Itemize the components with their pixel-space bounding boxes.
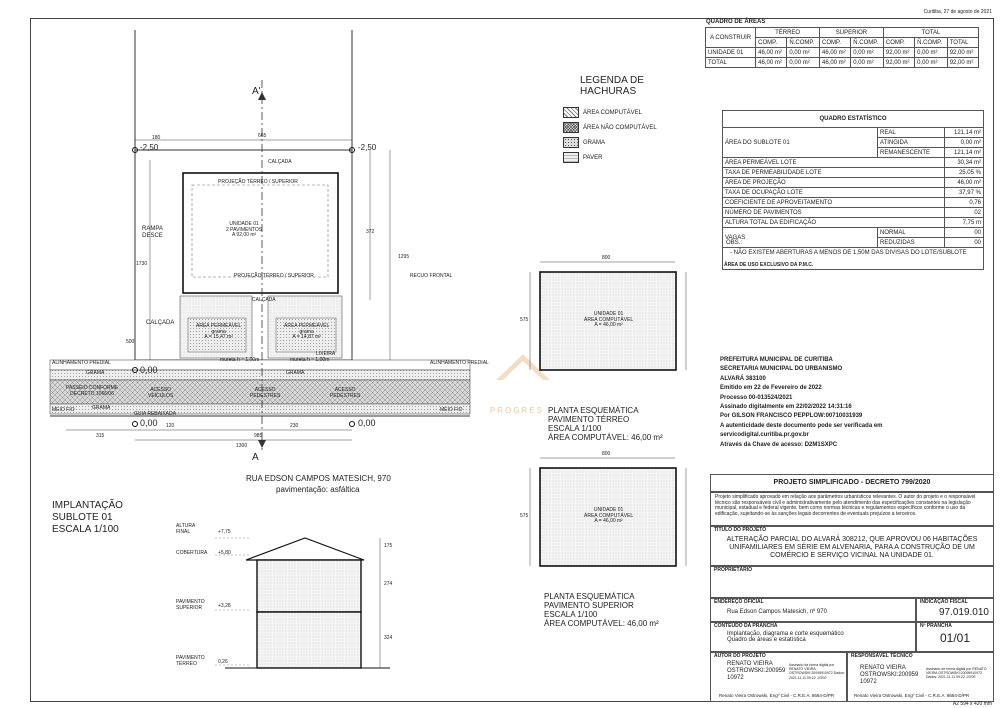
table-row: ÁREA DE PROJEÇÃO 46,00 m² [723,178,984,188]
alinhamento-right: ALINHAMENTO PREDIAL [430,360,489,366]
perm1-label: ÁREA PERMEÁVEL grama A = 15,47 m² [196,323,242,340]
corte-cobertura: COBERTURA [176,550,208,556]
conteudo-cell: CONTEÚDO DA PRANCHA Implantação, diagrama e corte esquemático Quadro de áreas e estatística [710,622,916,652]
pt-dim-h: 575 [520,317,529,323]
passeio-label: PASSEIO CONFORME DECRETO 1066/06 [66,385,119,397]
dim-1730: 1730 [136,261,148,267]
calcada-top: CALÇADA [268,159,292,165]
obs-text: - NÃO EXISTEM ABERTURAS A MENOS DE 1,50M DAS DIVISAS DO LOTE/SUBLOTE [730,250,967,256]
mureta-1: mureta h = 1,00m [220,357,260,363]
indicacao-cell: INDICAÇÃO FISCAL 97.019.010 [916,598,994,622]
quadro-areas-table: A CONSTRUIR TÉRREO SUPERIOR TOTAL COMP. Ñ.COMP. COMP. Ñ.COMP. COMP. Ñ.COMP. TOTAL UNIDADE 01 46,00 m² 0,00 m² 46,00 m² 0,00 m² 92,00 m² 0,00 m² 92,00 m² TOTAL 46,00 m² 0,00 m² 46,00 m² 0,00 m² 92,00 m² 0,00 m² 92,00 m² [705,27,979,68]
level-000-left: 0,00 [140,418,158,428]
list-item: GRAMA [563,136,657,151]
proprietario-cell: PROPRIETÁRIO [710,566,994,598]
list-item: PAVER [563,151,657,166]
dim-230: 230 [290,423,299,429]
list-item: ÁREA COMPUTÁVEL [563,106,657,121]
table-row: UNIDADE 01 46,00 m² 0,00 m² 46,00 m² 0,00 m² 92,00 m² 0,00 m² 92,00 m² [706,48,979,58]
grama-label-2: GRAMA [286,370,305,376]
recuo-label: RECUO FRONTAL [410,273,453,279]
table-row: TOTAL 46,00 m² 0,00 m² 46,00 m² 0,00 m² 92,00 m² 0,00 m² 92,00 m² [706,58,979,68]
acesso-veiculos: ACESSO VEÍCULOS [148,387,174,399]
level-000-top: 0,00 [140,365,158,375]
unidade-label: UNIDADE 01 2 PAVIMENTOS A 92,00 m² [226,221,263,238]
pt-dim-w: 800 [602,255,611,261]
corte-pav-ter: PAVIMENTO TÉRREO [176,655,205,667]
table-row: NÚMERO DE PAVIMENTOS 02 [723,208,984,218]
level-000-right: 0,00 [358,418,376,428]
table-row: ÁREA PERMEÁVEL LOTE 30,34 m² [723,158,984,168]
corte-d1: 175 [384,543,393,549]
ps-unidade: UNIDADE 01 ÁREA COMPUTÁVEL A = 46,00 m² [584,507,634,524]
table-row: ALTURA TOTAL DA EDIFICAÇÃO 7,75 m [723,218,984,228]
dim-1295: 1295 [398,254,410,260]
ps-title: PLANTA ESQUEMÁTICA PAVIMENTO SUPERIOR ESCALA 1/100 ÁREA COMPUTÁVEL: 46,00 m² [544,592,659,628]
dim-500: 500 [126,339,135,345]
implantacao-title: IMPLANTAÇÃO SUBLOTE 01 ESCALA 1/100 [52,500,123,535]
level-left: -2,50 [140,143,159,152]
alvara-stamp: PREFEITURA MUNICIPAL DE CURITIBA SECRETARIA MUNICIPAL DO URBANISMO ALVARÁ 383100 Emitido em 22 de Fevereiro de 2022 Processo 00-013524/2021 Assinado digitalmente em 22/02/2022 14:31:16 Por GILSON FRANCISCO PEPPLOW:00710031939 A autenticidade deste documento pode ser verificada em servicodigital.curitiba.pr.gov.br Através da Chave de acesso: D2M1SXPC [720,357,883,448]
date-label: Curitiba, 27 de agosto de 2021 [923,9,992,15]
corte-d3: 324 [384,635,393,641]
proj-simplificado: PROJETO SIMPLIFICADO - DECRETO 799/2020 [710,474,994,492]
corte-altura: ALTURA FINAL [176,523,196,535]
titulo-text: ALTERAÇÃO PARCIAL DO ALVARÁ 308212, QUE APROVOU 06 HABITAÇÕES UNIFAMILIARES EM SÉRIE EM ALVENARIA, PARA A CONSTRUÇÃO DE UM COMÉRCIO E SERVIÇO VICINAL NA UNIDADE 01. [726,535,978,560]
proj-label-top: PROJEÇÃO TÉRREO / SUPERIOR [218,179,298,185]
dim-372: 372 [366,229,375,235]
dim-315: 315 [96,433,105,439]
quadro-areas-title: QUADRO DE ÁREAS [706,19,766,25]
resp-cell: RESPONSÁVEL TÉCNICO RENATO VIEIRA OSTROWSKI:200959 10972 Assinado de forma digital por RENATO VIEIRA OSTROWSKI:20095910972 Dados: 2021.11.11 09:22 -03'00' Renato Vieira Ostrowski, Engº Civil - C.R.E.A. 8684-D/PR [847,652,994,702]
titulo-cell: TÍTULO DO PROJETO ALTERAÇÃO PARCIAL DO ALVARÁ 308212, QUE APROVOU 06 HABITAÇÕES UNIFAMILIARES EM SÉRIE EM ALVENARIA, PARA A CONSTRUÇÃO DE UM COMÉRCIO E SERVIÇO VICINAL NA UNIDADE 01. [710,526,994,566]
calcada-left: CALÇADA [146,320,175,326]
rampa-label: RAMPA DESCE [142,226,163,239]
rua-label: RUA EDSON CAMPOS MATESICH, 970 [246,474,391,483]
quadro-estatistico-table: ÁREA DO SUBLOTE 01 REAL 121,14 m² ATINGIDA 0,00 m² REMANESCENTE 121,14 m² ÁREA PERMEÁVEL LOTE 30,34 m² TAXA DE PERMEABILIDADE LOTE 25,05 % ÁREA DE PROJEÇÃO 46,00 m² TAXA DE OCUPAÇÃO LOTE 37,97 % COEFICIENTE DE APROVEITAMENTO 0,76 NÚMERO DE PAVIMENTOS 02 ALTURA TOTAL DA EDIFICAÇÃO 7,75 m VAGAS NORMAL 00 REDUZIDAS 00 [722,127,984,248]
table-row: TAXA DE OCUPAÇÃO LOTE 37,97 % [723,188,984,198]
quadro-estatistico-title: QUADRO ESTATÍSTICO [723,111,983,128]
dim-665: 665 [258,133,267,139]
dim-1300: 1300 [236,443,248,449]
ps-dim-w: 800 [602,451,611,457]
perm2-label: ÁREA PERMEÁVEL grama A = 14,87 m² [284,323,330,340]
corte-lvl2: +5,80 [218,550,231,556]
pav-label: pavimentação: asfáltica [276,485,360,494]
pt-title: PLANTA ESQUEMÁTICA PAVIMENTO TÉRREO ESCALA 1/100 ÁREA COMPUTÁVEL: 46,00 m² [548,406,663,442]
section-a-prime: A' [252,86,261,97]
dim-985: 985 [254,433,263,439]
corte-d2: 274 [384,581,393,587]
prancha-cell: Nº PRANCHA 01/01 [916,622,994,652]
proj-label-bottom: PROJEÇÃO TÉRREO / SUPERIOR [234,273,314,279]
acesso-pedestres-1: ACESSO PEDESTRES [250,387,281,399]
list-item: ÁREA NÃO COMPUTÁVEL [563,121,657,136]
sheet-size: A2 594 x 420 mm [952,701,992,707]
grama-label-3: GRAMA [92,405,111,411]
table-row: COEFICIENTE DE APROVEITAMENTO 0,76 [723,198,984,208]
acesso-pedestres-2: ACESSO PEDESTRES [330,387,361,399]
alinhamento-label: ALINHAMENTO PREDIAL [52,360,111,366]
endereco-cell: ENDEREÇO OFICIAL Rua Edson Campos Matesich, nº 970 [710,598,916,622]
guia-label: GUIA REBAIXADA [134,411,176,417]
table-row: TAXA DE PERMEABILIDADE LOTE 25,05 % [723,168,984,178]
corte-lvl3: +3,28 [218,603,231,609]
autor-cell: AUTOR DO PROJETO RENATO VIEIRA OSTROWSKI:200959 10972 Assinado de forma digital por RENATO VIEIRA OSTROWSKI:20095910972 Dados: 2021.11.11 09:22 -03'00' Renato Vieira Ostrowski, Engº Civil - C.R.E.A. 8684-D/PR [710,652,847,702]
meio-fio-left: MEIO FIO [52,407,75,413]
section-a: A [252,452,259,463]
mureta-2: mureta h = 1,00m [290,357,330,363]
dim-120: 120 [166,423,175,429]
corte-pav-sup: PAVIMENTO SUPERIOR [176,599,205,611]
meio-fio-right: MEIO FIO [440,407,463,413]
lixeira-label: LIXEIRA [316,351,336,357]
legenda-title: LEGENDA DE HACHURAS [580,75,644,97]
pmc-label: ÁREA DE USO EXCLUSIVO DA P.M.C. [724,262,814,268]
obs-label: OBS.: [726,240,743,246]
declaration-text: Projeto simplificado aprovado em relação aos parâmetros urbanísticos relevantes. O autor do projeto e o responsável técnico são responsáveis civil e administrativamente pelo atendimento das especificações constantes na legislação municipal, estadual e federal vigente, bem como normas técnicas e regulamentos específicos conforme o uso da edificação, sujeitando-se às sanções legais decorrentes de eventuais prejuízos a terceiros. [710,492,994,526]
corte-lvl4: 0,26 [218,659,228,665]
dim-180: 180 [152,135,161,141]
watermark-text: PROGRES [490,406,545,415]
a-construir: A CONSTRUIR [706,28,756,48]
calcada-mid: CALÇADA [252,297,276,303]
level-right: -2,50 [358,143,377,152]
grama-label-1: GRAMA [86,370,105,376]
corte-lvl1: +7,75 [218,529,231,535]
pt-unidade: UNIDADE 01 ÁREA COMPUTÁVEL A = 46,00 m² [584,311,634,328]
ps-dim-h: 575 [520,513,529,519]
